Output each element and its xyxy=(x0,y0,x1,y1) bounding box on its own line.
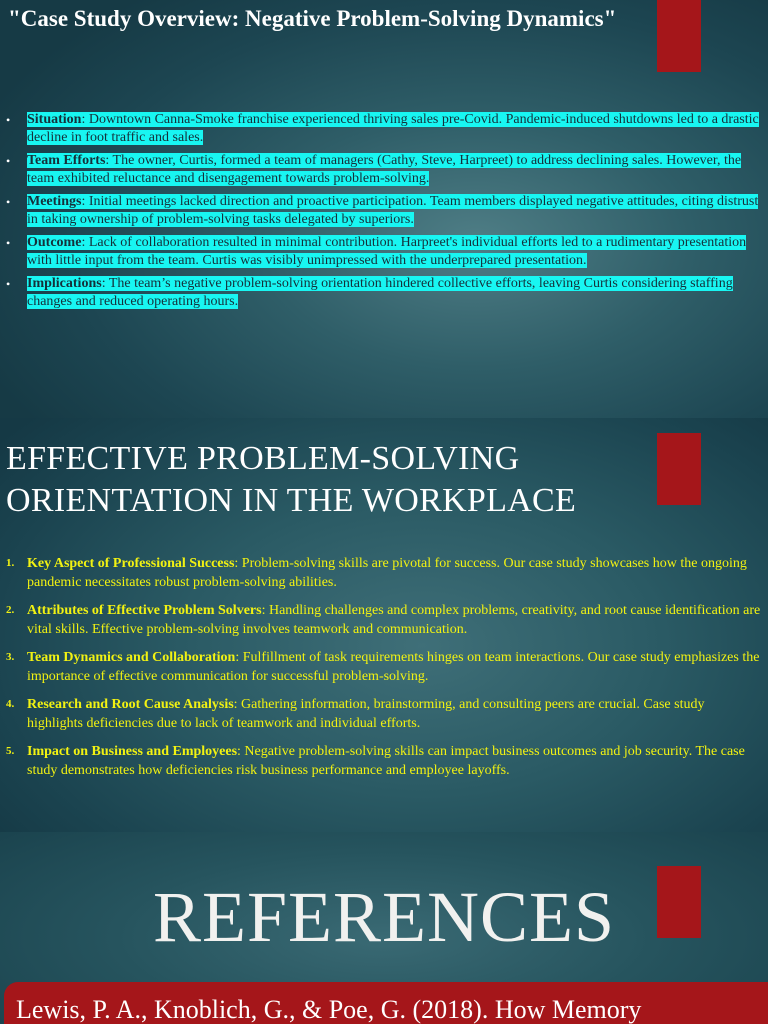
list-item xyxy=(0,648,768,686)
slide-effective-problem-solving xyxy=(0,418,768,832)
item-label: Research and Root Cause Analysis xyxy=(27,697,234,712)
overview-bullet-list xyxy=(0,111,768,316)
list-item xyxy=(0,601,768,639)
accent-bar xyxy=(657,866,701,938)
item-text: : Negative problem-solving skills can impact business outcomes and job security. The case study demonstrates how deficiencies risk business performance and employee layoffs. xyxy=(27,744,745,778)
bullet-marker: • xyxy=(6,195,11,209)
item-number: 5. xyxy=(6,745,15,757)
bullet-item xyxy=(0,193,768,229)
item-label: Impact on Business and Employees xyxy=(27,744,238,759)
slide-title: "Case Study Overview: Negative Problem-Solving Dynamics" xyxy=(8,6,617,31)
list-item xyxy=(0,695,768,733)
item-number: 4. xyxy=(6,698,15,710)
item-text: : Gathering information, brainstorming, and consulting peers are crucial. Case study highlights deficiencies due to lack of teamwork and individual efforts. xyxy=(27,697,705,731)
item-label: Attributes of Effective Problem Solvers xyxy=(27,603,262,618)
slide-references xyxy=(0,832,768,1024)
reference-entry: Lewis, P. A., Knoblich, G., & Poe, G. (2018). How Memory xyxy=(16,995,642,1024)
item-number: 2. xyxy=(6,604,15,616)
bullet-text: : Initial meetings lacked direction and proactive participation. Team members displayed negative attitudes, citing distrust in taking ownership of problem-solving tasks delegated by superiors. xyxy=(27,194,759,227)
bullet-label: Team Efforts xyxy=(27,153,106,168)
list-item xyxy=(0,554,768,592)
bullet-marker: • xyxy=(6,236,11,250)
bullet-label: Meetings xyxy=(27,194,82,209)
bullet-text: : The owner, Curtis, formed a team of managers (Cathy, Steve, Harpreet) to address declining sales. However, the team exhibited reluctance and disengagement towards problem-solving. xyxy=(27,153,742,186)
list-item xyxy=(0,742,768,780)
numbered-point-list xyxy=(0,554,768,789)
item-text: : Handling challenges and complex problems, creativity, and root cause identification are vital skills. Effective problem-solving involves teamwork and communication. xyxy=(27,603,761,637)
bullet-text: : The team’s negative problem-solving orientation hindered collective efforts, leaving Curtis considering staffing changes and reduced operating hours. xyxy=(27,276,733,309)
accent-bar xyxy=(657,0,701,72)
bullet-text: : Lack of collaboration resulted in minimal contribution. Harpreet's individual efforts led to a rudimentary presentation with little input from the team. Curtis was visibly unimpressed with the underprepared presentation. xyxy=(27,235,747,268)
bullet-marker: • xyxy=(6,113,11,127)
bullet-marker: • xyxy=(6,277,11,291)
title-line-2: ORIENTATION IN THE WORKPLACE xyxy=(6,482,577,519)
slide-title xyxy=(6,438,576,522)
accent-bar xyxy=(657,433,701,505)
bullet-label: Situation xyxy=(27,112,82,127)
item-number: 3. xyxy=(6,651,15,663)
bullet-item xyxy=(0,234,768,270)
bullet-marker: • xyxy=(6,154,11,168)
item-text: : Problem-solving skills are pivotal for success. Our case study showcases how the ongoing pandemic necessitates robust problem-solving abilities. xyxy=(27,556,747,590)
bullet-label: Implications xyxy=(27,276,102,291)
bullet-label: Outcome xyxy=(27,235,82,250)
item-text: : Fulfillment of task requirements hinges on team interactions. Our case study emphasizes the importance of effective communication for successful problem-solving. xyxy=(27,650,760,684)
references-title: REFERENCES xyxy=(152,877,616,957)
bullet-item xyxy=(0,111,768,147)
bullet-item xyxy=(0,152,768,188)
title-line-1: EFFECTIVE PROBLEM-SOLVING xyxy=(6,440,520,477)
slide-case-study-overview xyxy=(0,0,768,418)
item-label: Key Aspect of Professional Success xyxy=(27,556,235,571)
item-number: 1. xyxy=(6,557,15,569)
bullet-item xyxy=(0,275,768,311)
item-label: Team Dynamics and Collaboration xyxy=(27,650,236,665)
bullet-text: : Downtown Canna-Smoke franchise experienced thriving sales pre-Covid. Pandemic-induced shutdowns led to a drastic decline in foot traffic and sales. xyxy=(27,112,759,145)
